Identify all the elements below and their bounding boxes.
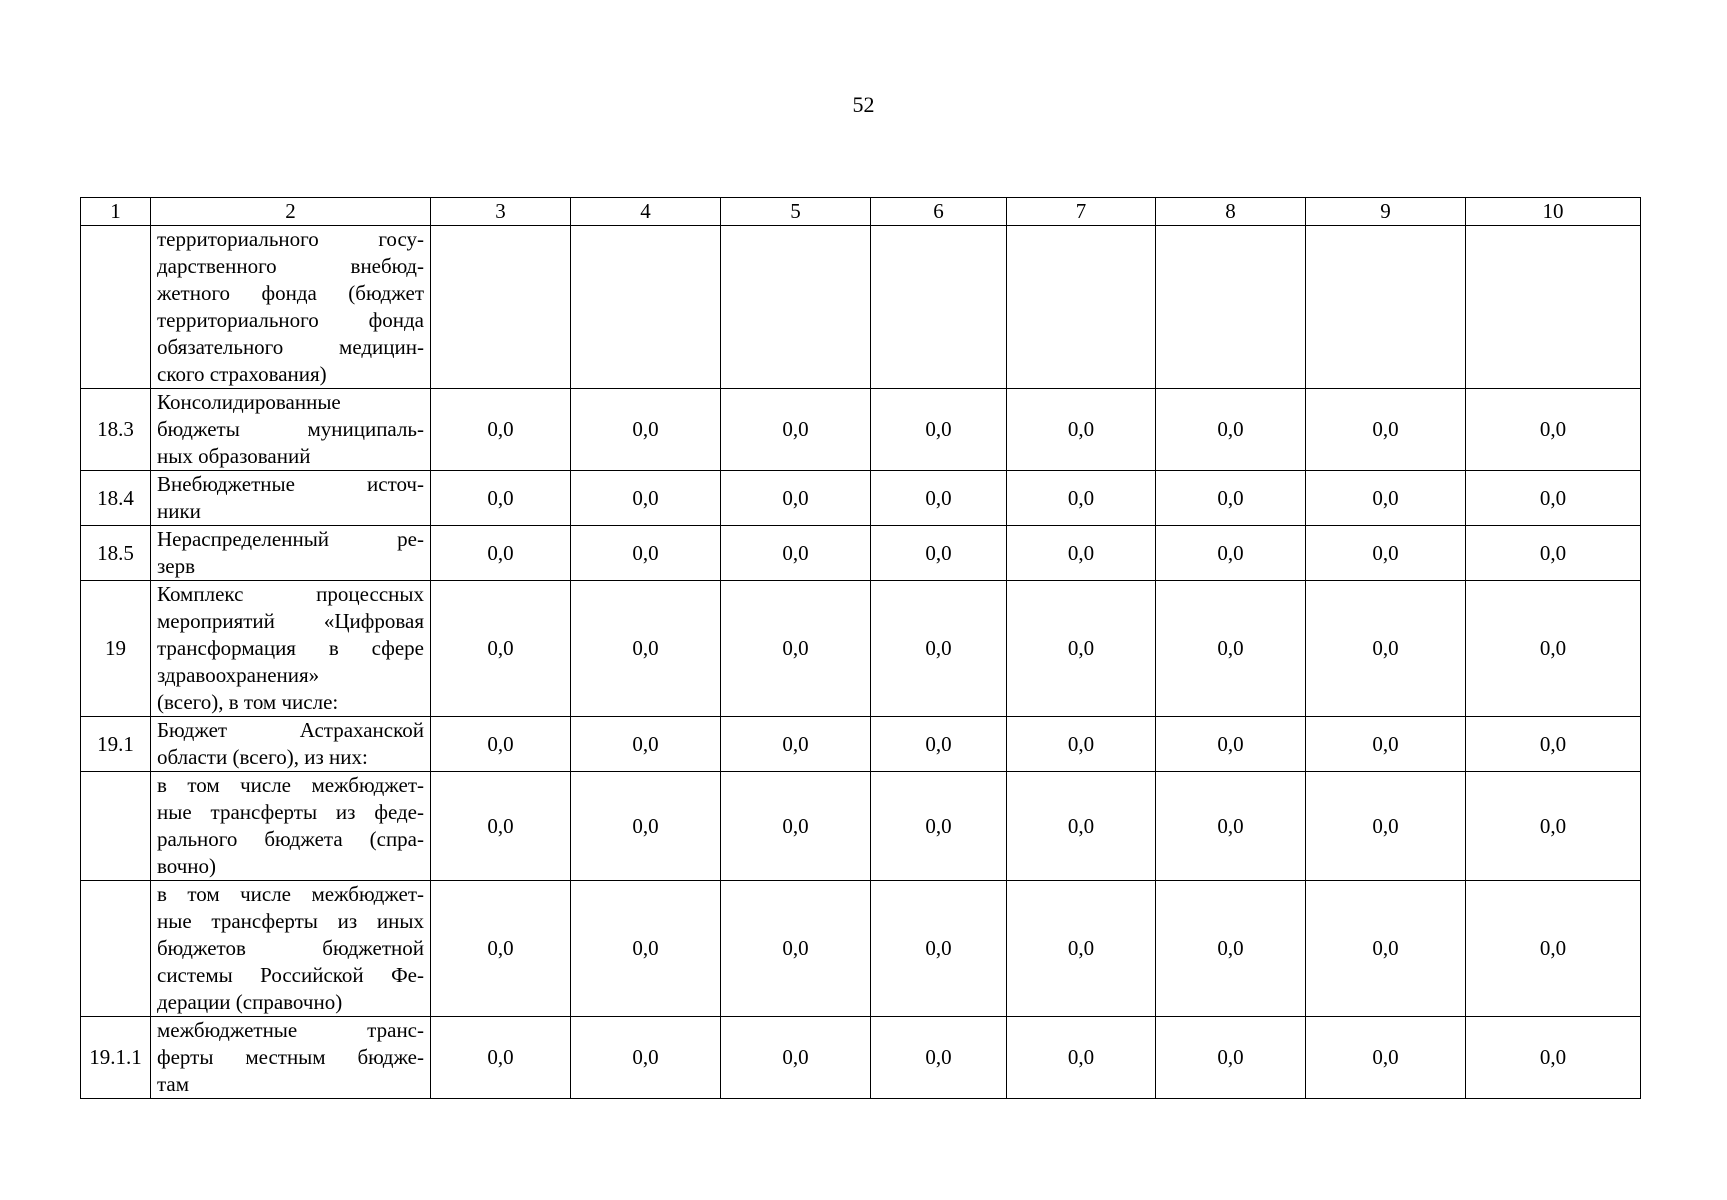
- value-cell: 0,0: [1466, 772, 1641, 881]
- value-cell: 0,0: [1007, 881, 1156, 1017]
- description-line: трансформация в сфере: [157, 636, 424, 660]
- value-cell: 0,0: [1306, 881, 1466, 1017]
- row-number: [81, 881, 151, 1017]
- value-cell: 0,0: [1466, 471, 1641, 526]
- column-header: 9: [1306, 198, 1466, 226]
- value-cell: [1156, 226, 1306, 389]
- value-cell: 0,0: [1306, 471, 1466, 526]
- table-row: [81, 471, 1641, 526]
- value-cell: 0,0: [871, 717, 1007, 772]
- description-line: межбюджетные транс-: [157, 1018, 424, 1042]
- value-cell: [1007, 226, 1156, 389]
- value-cell: 0,0: [1156, 1017, 1306, 1099]
- row-description: [151, 772, 431, 881]
- value-cell: 0,0: [1156, 772, 1306, 881]
- column-header: 7: [1007, 198, 1156, 226]
- budget-table: [80, 197, 1641, 1099]
- description-line: жетного фонда (бюджет: [157, 281, 424, 305]
- column-header: 5: [721, 198, 871, 226]
- description-line: Бюджет Астраханской: [157, 718, 424, 742]
- description-line: ных образований: [157, 444, 311, 468]
- table-row: [81, 581, 1641, 717]
- value-cell: 0,0: [721, 526, 871, 581]
- value-cell: 0,0: [571, 581, 721, 717]
- value-cell: [721, 226, 871, 389]
- value-cell: 0,0: [1466, 389, 1641, 471]
- value-cell: 0,0: [1156, 389, 1306, 471]
- value-cell: 0,0: [1007, 471, 1156, 526]
- description-line: Нераспределенный ре-: [157, 527, 424, 551]
- column-header: 10: [1466, 198, 1641, 226]
- value-cell: 0,0: [1156, 717, 1306, 772]
- value-cell: 0,0: [1306, 772, 1466, 881]
- value-cell: 0,0: [431, 581, 571, 717]
- column-header: 4: [571, 198, 721, 226]
- row-description: [151, 471, 431, 526]
- column-header: 1: [81, 198, 151, 226]
- table-body: [81, 226, 1641, 1099]
- value-cell: 0,0: [1466, 717, 1641, 772]
- value-cell: 0,0: [871, 471, 1007, 526]
- value-cell: [1306, 226, 1466, 389]
- description-line: дерации (справочно): [157, 990, 343, 1014]
- table-row: [81, 1017, 1641, 1099]
- column-header: 2: [151, 198, 431, 226]
- value-cell: 0,0: [1007, 526, 1156, 581]
- row-description: [151, 526, 431, 581]
- value-cell: 0,0: [871, 389, 1007, 471]
- value-cell: 0,0: [1156, 526, 1306, 581]
- value-cell: [571, 226, 721, 389]
- value-cell: [871, 226, 1007, 389]
- description-line: Внебюджетные источ-: [157, 472, 424, 496]
- value-cell: 0,0: [721, 581, 871, 717]
- description-line: бюджеты муниципаль-: [157, 417, 424, 441]
- description-line: дарственного внебюд-: [157, 254, 424, 278]
- row-description: [151, 717, 431, 772]
- value-cell: 0,0: [721, 881, 871, 1017]
- value-cell: 0,0: [871, 1017, 1007, 1099]
- table-row: [81, 881, 1641, 1017]
- value-cell: 0,0: [571, 526, 721, 581]
- value-cell: 0,0: [1007, 581, 1156, 717]
- value-cell: 0,0: [1007, 772, 1156, 881]
- row-number: 19: [81, 581, 151, 717]
- description-line: области (всего), из них:: [157, 745, 368, 769]
- row-number: 18.4: [81, 471, 151, 526]
- description-line: системы Российской Фе-: [157, 963, 424, 987]
- page-number: 52: [852, 92, 875, 117]
- value-cell: 0,0: [571, 772, 721, 881]
- value-cell: 0,0: [431, 389, 571, 471]
- row-description: [151, 226, 431, 389]
- value-cell: 0,0: [431, 526, 571, 581]
- value-cell: 0,0: [431, 717, 571, 772]
- value-cell: 0,0: [1306, 581, 1466, 717]
- row-number: 18.5: [81, 526, 151, 581]
- value-cell: 0,0: [1156, 881, 1306, 1017]
- row-number: 18.3: [81, 389, 151, 471]
- value-cell: 0,0: [1007, 717, 1156, 772]
- row-description: [151, 581, 431, 717]
- value-cell: 0,0: [721, 772, 871, 881]
- value-cell: 0,0: [1156, 471, 1306, 526]
- description-line: Консолидированные: [157, 390, 341, 414]
- row-description: [151, 1017, 431, 1099]
- value-cell: 0,0: [431, 471, 571, 526]
- row-number: 19.1: [81, 717, 151, 772]
- table-row: [81, 526, 1641, 581]
- description-line: территориального госу-: [157, 227, 424, 251]
- value-cell: 0,0: [571, 389, 721, 471]
- row-description: [151, 389, 431, 471]
- table-row: [81, 717, 1641, 772]
- description-line: рального бюджета (спра-: [157, 827, 424, 851]
- description-line: в том числе межбюджет-: [157, 882, 424, 906]
- description-line: мероприятий «Цифровая: [157, 609, 424, 633]
- description-line: зерв: [157, 554, 196, 578]
- description-line: (всего), в том числе:: [157, 690, 339, 714]
- value-cell: 0,0: [571, 471, 721, 526]
- row-number: [81, 226, 151, 389]
- header-row: [81, 198, 1641, 226]
- table-row: [81, 772, 1641, 881]
- row-number: [81, 772, 151, 881]
- value-cell: 0,0: [1007, 1017, 1156, 1099]
- description-line: здравоохранения»: [157, 663, 320, 687]
- value-cell: 0,0: [571, 1017, 721, 1099]
- value-cell: 0,0: [1466, 881, 1641, 1017]
- row-description: [151, 881, 431, 1017]
- value-cell: 0,0: [431, 881, 571, 1017]
- value-cell: 0,0: [1306, 1017, 1466, 1099]
- value-cell: 0,0: [1466, 1017, 1641, 1099]
- description-line: там: [157, 1072, 190, 1096]
- description-line: обязательного медицин-: [157, 335, 424, 359]
- value-cell: 0,0: [571, 717, 721, 772]
- value-cell: 0,0: [721, 717, 871, 772]
- value-cell: 0,0: [721, 389, 871, 471]
- value-cell: 0,0: [1156, 581, 1306, 717]
- description-line: ные трансферты из иных: [157, 909, 424, 933]
- description-line: ского страхования): [157, 362, 327, 386]
- value-cell: 0,0: [871, 772, 1007, 881]
- value-cell: 0,0: [1306, 717, 1466, 772]
- description-line: в том числе межбюджет-: [157, 773, 424, 797]
- value-cell: 0,0: [1306, 526, 1466, 581]
- value-cell: 0,0: [871, 581, 1007, 717]
- value-cell: 0,0: [1466, 526, 1641, 581]
- column-header: 6: [871, 198, 1007, 226]
- value-cell: 0,0: [1306, 389, 1466, 471]
- description-line: Комплекс процессных: [157, 582, 424, 606]
- description-line: ники: [157, 499, 201, 523]
- table-row: [81, 389, 1641, 471]
- description-line: ные трансферты из феде-: [157, 800, 424, 824]
- description-line: ферты местным бюдже-: [157, 1045, 424, 1069]
- value-cell: [431, 226, 571, 389]
- value-cell: [1466, 226, 1641, 389]
- value-cell: 0,0: [431, 772, 571, 881]
- value-cell: 0,0: [431, 1017, 571, 1099]
- table-row: [81, 226, 1641, 389]
- value-cell: 0,0: [1466, 581, 1641, 717]
- description-line: вочно): [157, 854, 217, 878]
- row-number: 19.1.1: [81, 1017, 151, 1099]
- value-cell: 0,0: [871, 881, 1007, 1017]
- value-cell: 0,0: [721, 1017, 871, 1099]
- value-cell: 0,0: [571, 881, 721, 1017]
- value-cell: 0,0: [721, 471, 871, 526]
- value-cell: 0,0: [1007, 389, 1156, 471]
- column-header: 3: [431, 198, 571, 226]
- description-line: территориального фонда: [157, 308, 424, 332]
- column-header: 8: [1156, 198, 1306, 226]
- description-line: бюджетов бюджетной: [157, 936, 424, 960]
- value-cell: 0,0: [871, 526, 1007, 581]
